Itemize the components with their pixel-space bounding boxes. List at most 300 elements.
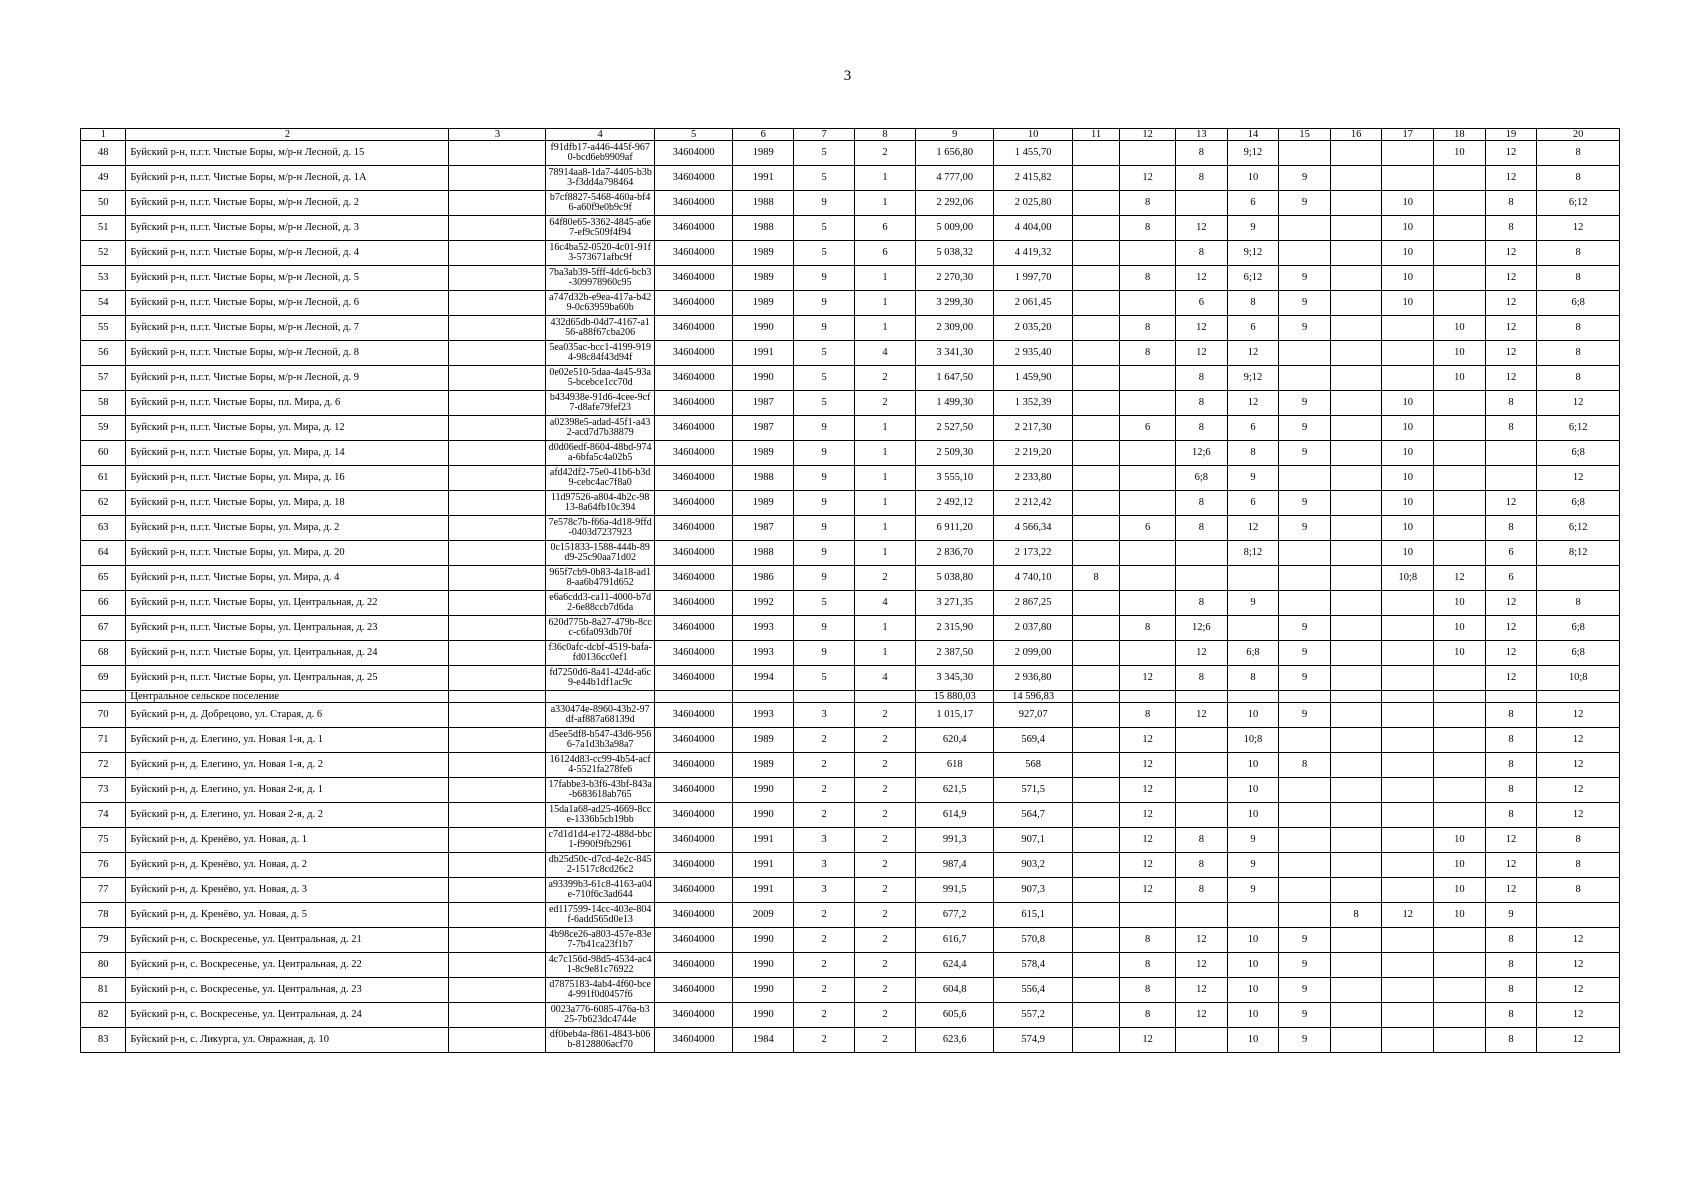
col-11-cell (1072, 291, 1119, 316)
col-13-cell: 8 (1176, 828, 1228, 853)
column-number-5: 5 (654, 129, 732, 141)
page-number: 3 (843, 68, 852, 84)
col-8-cell: 1 (855, 191, 916, 216)
col-11-cell (1072, 1003, 1119, 1028)
row-number-cell: 56 (81, 341, 126, 366)
row-number-cell: 68 (81, 641, 126, 666)
col-3-cell (449, 641, 546, 666)
col-20-cell: 12 (1537, 216, 1620, 241)
row-number-cell: 77 (81, 878, 126, 903)
build-year-cell: 1989 (733, 291, 794, 316)
col-15-cell: 9 (1279, 1003, 1331, 1028)
col-3-cell (449, 366, 546, 391)
table-row (81, 141, 1620, 166)
col-8-cell: 2 (855, 778, 916, 803)
row-number-cell: 48 (81, 141, 126, 166)
col-12-cell: 12 (1120, 853, 1176, 878)
col-14-cell (1227, 566, 1279, 591)
col-12-cell: 12 (1120, 778, 1176, 803)
col-12-cell (1120, 591, 1176, 616)
col-14-cell: 10 (1227, 753, 1279, 778)
living-area-cell: 569,4 (994, 728, 1072, 753)
empty-cell (654, 691, 732, 703)
col-18-cell (1434, 978, 1486, 1003)
col-19-cell: 12 (1485, 828, 1537, 853)
col-15-cell (1279, 566, 1331, 591)
col-16-cell (1330, 491, 1382, 516)
table-row (81, 828, 1620, 853)
col-16-cell (1330, 141, 1382, 166)
section-living-area: 14 596,83 (994, 691, 1072, 703)
address-cell: Буйский р-н, д. Кренёво, ул. Новая, д. 5 (126, 903, 449, 928)
col-19-cell: 12 (1485, 878, 1537, 903)
col-8-cell: 1 (855, 416, 916, 441)
house-guid-cell: b434938e-91d6-4cee-9cf7-d8afe79fef23 (546, 391, 654, 416)
build-year-cell: 1989 (733, 753, 794, 778)
col-16-cell (1330, 1028, 1382, 1053)
total-area-cell: 2 492,12 (915, 491, 993, 516)
col-19-cell: 12 (1485, 853, 1537, 878)
address-cell: Буйский р-н, с. Воскресенье, ул. Центральная, д. 21 (126, 928, 449, 953)
col-3-cell (449, 591, 546, 616)
row-number-cell: 72 (81, 753, 126, 778)
address-cell: Буйский р-н, п.г.т. Чистые Боры, м/р-н Лесной, д. 8 (126, 341, 449, 366)
col-14-cell: 10 (1227, 778, 1279, 803)
empty-cell (1434, 691, 1486, 703)
col-12-cell: 12 (1120, 1028, 1176, 1053)
col-3-cell (449, 778, 546, 803)
address-cell: Буйский р-н, д. Кренёво, ул. Новая, д. 1 (126, 828, 449, 853)
address-cell: Буйский р-н, д. Елегино, ул. Новая 1-я, д. 2 (126, 753, 449, 778)
floor-count-cell: 2 (794, 978, 855, 1003)
floor-count-cell: 5 (794, 241, 855, 266)
address-cell: Буйский р-н, с. Воскресенье, ул. Центральная, д. 22 (126, 953, 449, 978)
table-row (81, 566, 1620, 591)
col-12-cell (1120, 541, 1176, 566)
col-17-cell: 10 (1382, 191, 1434, 216)
col-8-cell: 2 (855, 928, 916, 953)
col-19-cell: 8 (1485, 778, 1537, 803)
col-17-cell (1382, 828, 1434, 853)
col-11-cell (1072, 141, 1119, 166)
col-16-cell (1330, 266, 1382, 291)
okato-code-cell: 34604000 (654, 441, 732, 466)
col-17-cell (1382, 166, 1434, 191)
house-guid-cell: a747d32b-e9ea-417a-b429-0c63959ba60b (546, 291, 654, 316)
col-14-cell: 10 (1227, 803, 1279, 828)
address-cell: Буйский р-н, д. Кренёво, ул. Новая, д. 2 (126, 853, 449, 878)
col-17-cell (1382, 953, 1434, 978)
okato-code-cell: 34604000 (654, 241, 732, 266)
col-18-cell (1434, 666, 1486, 691)
house-guid-cell: a93399b3-61c8-4163-a04e-710f6c3ad644 (546, 878, 654, 903)
floor-count-cell: 2 (794, 903, 855, 928)
living-area-cell: 4 419,32 (994, 241, 1072, 266)
row-number-cell: 64 (81, 541, 126, 566)
total-area-cell: 614,9 (915, 803, 993, 828)
col-19-cell: 12 (1485, 341, 1537, 366)
floor-count-cell: 9 (794, 416, 855, 441)
row-number-cell: 63 (81, 516, 126, 541)
section-total-area: 15 880,03 (915, 691, 993, 703)
row-number-cell: 78 (81, 903, 126, 928)
col-20-cell: 8 (1537, 366, 1620, 391)
row-number-cell: 55 (81, 316, 126, 341)
okato-code-cell: 34604000 (654, 466, 732, 491)
col-15-cell: 9 (1279, 291, 1331, 316)
empty-cell (449, 691, 546, 703)
col-15-cell: 9 (1279, 666, 1331, 691)
row-number-cell: 57 (81, 366, 126, 391)
col-15-cell (1279, 541, 1331, 566)
okato-code-cell: 34604000 (654, 616, 732, 641)
col-8-cell: 1 (855, 491, 916, 516)
col-12-cell: 6 (1120, 416, 1176, 441)
table-row (81, 191, 1620, 216)
okato-code-cell: 34604000 (654, 516, 732, 541)
col-8-cell: 6 (855, 216, 916, 241)
col-15-cell: 9 (1279, 416, 1331, 441)
col-13-cell: 12 (1176, 266, 1228, 291)
col-18-cell: 10 (1434, 853, 1486, 878)
column-number-row (81, 129, 1620, 141)
table-row (81, 366, 1620, 391)
address-cell: Буйский р-н, с. Ликурга, ул. Овражная, д. 10 (126, 1028, 449, 1053)
address-cell: Буйский р-н, п.г.т. Чистые Боры, м/р-н Лесной, д. 9 (126, 366, 449, 391)
col-20-cell: 6;8 (1537, 641, 1620, 666)
col-19-cell: 8 (1485, 953, 1537, 978)
col-19-cell: 8 (1485, 191, 1537, 216)
col-3-cell (449, 1028, 546, 1053)
col-11-cell (1072, 953, 1119, 978)
col-14-cell: 8;12 (1227, 541, 1279, 566)
col-14-cell: 10 (1227, 928, 1279, 953)
col-11-cell (1072, 753, 1119, 778)
living-area-cell: 903,2 (994, 853, 1072, 878)
col-20-cell: 8 (1537, 878, 1620, 903)
col-12-cell: 8 (1120, 266, 1176, 291)
column-number-3: 3 (449, 129, 546, 141)
col-16-cell (1330, 416, 1382, 441)
col-8-cell: 1 (855, 316, 916, 341)
empty-cell (1330, 691, 1382, 703)
address-cell: Буйский р-н, п.г.т. Чистые Боры, ул. Мира, д. 4 (126, 566, 449, 591)
col-11-cell (1072, 541, 1119, 566)
col-12-cell: 8 (1120, 978, 1176, 1003)
table-row (81, 803, 1620, 828)
col-15-cell: 9 (1279, 928, 1331, 953)
floor-count-cell: 5 (794, 216, 855, 241)
build-year-cell: 1992 (733, 591, 794, 616)
col-19-cell (1485, 466, 1537, 491)
col-16-cell (1330, 441, 1382, 466)
col-17-cell: 10 (1382, 291, 1434, 316)
okato-code-cell: 34604000 (654, 641, 732, 666)
col-17-cell (1382, 928, 1434, 953)
col-20-cell: 12 (1537, 391, 1620, 416)
housing-registry-table (80, 128, 1620, 1053)
okato-code-cell: 34604000 (654, 753, 732, 778)
empty-cell (1072, 691, 1119, 703)
col-11-cell (1072, 978, 1119, 1003)
col-3-cell (449, 291, 546, 316)
row-number-cell: 51 (81, 216, 126, 241)
col-17-cell: 10 (1382, 466, 1434, 491)
col-3-cell (449, 828, 546, 853)
col-11-cell (1072, 491, 1119, 516)
col-18-cell: 10 (1434, 341, 1486, 366)
build-year-cell: 1988 (733, 216, 794, 241)
address-cell: Буйский р-н, п.г.т. Чистые Боры, м/р-н Лесной, д. 6 (126, 291, 449, 316)
col-14-cell: 10;8 (1227, 728, 1279, 753)
address-cell: Буйский р-н, п.г.т. Чистые Боры, ул. Мира, д. 2 (126, 516, 449, 541)
build-year-cell: 1990 (733, 928, 794, 953)
living-area-cell: 2 099,00 (994, 641, 1072, 666)
total-area-cell: 3 271,35 (915, 591, 993, 616)
col-13-cell: 8 (1176, 241, 1228, 266)
col-14-cell: 9 (1227, 216, 1279, 241)
col-19-cell: 8 (1485, 728, 1537, 753)
row-number-cell: 59 (81, 416, 126, 441)
col-17-cell: 12 (1382, 903, 1434, 928)
empty-cell (1176, 691, 1228, 703)
okato-code-cell: 34604000 (654, 878, 732, 903)
col-14-cell: 9;12 (1227, 366, 1279, 391)
col-3-cell (449, 728, 546, 753)
okato-code-cell: 34604000 (654, 803, 732, 828)
col-20-cell: 12 (1537, 953, 1620, 978)
col-13-cell: 12 (1176, 978, 1228, 1003)
row-number-cell: 53 (81, 266, 126, 291)
row-number-cell: 67 (81, 616, 126, 641)
col-20-cell: 8 (1537, 141, 1620, 166)
col-18-cell: 10 (1434, 878, 1486, 903)
build-year-cell: 1988 (733, 466, 794, 491)
col-18-cell (1434, 778, 1486, 803)
col-18-cell: 10 (1434, 591, 1486, 616)
total-area-cell: 620,4 (915, 728, 993, 753)
house-guid-cell: a02398e5-adad-45f1-a432-acd7d7b38879 (546, 416, 654, 441)
col-18-cell (1434, 416, 1486, 441)
floor-count-cell: 5 (794, 666, 855, 691)
floor-count-cell: 9 (794, 316, 855, 341)
col-13-cell: 8 (1176, 491, 1228, 516)
floor-count-cell: 3 (794, 828, 855, 853)
col-19-cell: 9 (1485, 903, 1537, 928)
col-15-cell: 9 (1279, 703, 1331, 728)
address-cell: Буйский р-н, п.г.т. Чистые Боры, м/р-н Лесной, д. 1А (126, 166, 449, 191)
col-3-cell (449, 566, 546, 591)
col-12-cell: 8 (1120, 191, 1176, 216)
table-row (81, 1028, 1620, 1053)
col-20-cell: 6;12 (1537, 516, 1620, 541)
col-8-cell: 2 (855, 903, 916, 928)
col-13-cell: 12 (1176, 341, 1228, 366)
col-14-cell: 10 (1227, 1003, 1279, 1028)
col-14-cell: 9 (1227, 828, 1279, 853)
col-16-cell (1330, 541, 1382, 566)
col-11-cell (1072, 191, 1119, 216)
col-14-cell: 10 (1227, 703, 1279, 728)
build-year-cell: 1990 (733, 316, 794, 341)
okato-code-cell: 34604000 (654, 341, 732, 366)
col-8-cell: 4 (855, 666, 916, 691)
col-8-cell: 2 (855, 953, 916, 978)
col-16-cell (1330, 803, 1382, 828)
floor-count-cell: 9 (794, 541, 855, 566)
total-area-cell: 604,8 (915, 978, 993, 1003)
table-row (81, 541, 1620, 566)
column-number-11: 11 (1072, 129, 1119, 141)
total-area-cell: 987,4 (915, 853, 993, 878)
col-13-cell: 12 (1176, 216, 1228, 241)
house-guid-cell: db25d50c-d7cd-4e2c-8452-1517c8cd26c2 (546, 853, 654, 878)
table-row (81, 703, 1620, 728)
address-cell: Буйский р-н, д. Елегино, ул. Новая 2-я, д. 2 (126, 803, 449, 828)
table-row (81, 641, 1620, 666)
house-guid-cell: d7875183-4ab4-4f60-bce4-991f0d0457f6 (546, 978, 654, 1003)
col-20-cell (1537, 566, 1620, 591)
col-8-cell: 2 (855, 828, 916, 853)
col-17-cell (1382, 778, 1434, 803)
house-guid-cell: 0023a776-6085-476a-b325-7b623dc4744e (546, 1003, 654, 1028)
col-13-cell: 8 (1176, 416, 1228, 441)
row-number-cell: 65 (81, 566, 126, 591)
col-3-cell (449, 491, 546, 516)
col-19-cell: 8 (1485, 391, 1537, 416)
col-20-cell: 12 (1537, 753, 1620, 778)
col-15-cell: 9 (1279, 391, 1331, 416)
living-area-cell: 907,3 (994, 878, 1072, 903)
col-14-cell: 10 (1227, 978, 1279, 1003)
col-13-cell (1176, 728, 1228, 753)
table-row (81, 666, 1620, 691)
column-number-9: 9 (915, 129, 993, 141)
col-14-cell: 10 (1227, 953, 1279, 978)
col-8-cell: 2 (855, 391, 916, 416)
column-number-19: 19 (1485, 129, 1537, 141)
col-17-cell: 10 (1382, 491, 1434, 516)
living-area-cell: 2 867,25 (994, 591, 1072, 616)
col-3-cell (449, 666, 546, 691)
address-cell: Буйский р-н, п.г.т. Чистые Боры, ул. Мира, д. 16 (126, 466, 449, 491)
col-3-cell (449, 753, 546, 778)
col-8-cell: 2 (855, 1028, 916, 1053)
house-guid-cell: 4b98ce26-a803-457e-83e7-7b41ca23f1b7 (546, 928, 654, 953)
total-area-cell: 3 345,30 (915, 666, 993, 691)
col-18-cell (1434, 516, 1486, 541)
col-17-cell (1382, 878, 1434, 903)
floor-count-cell: 2 (794, 1003, 855, 1028)
address-cell: Буйский р-н, п.г.т. Чистые Боры, ул. Центральная, д. 22 (126, 591, 449, 616)
floor-count-cell: 9 (794, 516, 855, 541)
col-17-cell (1382, 366, 1434, 391)
living-area-cell: 2 037,80 (994, 616, 1072, 641)
floor-count-cell: 5 (794, 341, 855, 366)
col-8-cell: 2 (855, 366, 916, 391)
build-year-cell: 1990 (733, 978, 794, 1003)
empty-cell (855, 691, 916, 703)
house-guid-cell: 17fabbe3-b3f6-43bf-843a-b683618ab765 (546, 778, 654, 803)
col-15-cell (1279, 803, 1331, 828)
col-12-cell (1120, 566, 1176, 591)
row-number-cell: 58 (81, 391, 126, 416)
table-row (81, 491, 1620, 516)
col-3-cell (449, 928, 546, 953)
living-area-cell: 4 404,00 (994, 216, 1072, 241)
floor-count-cell: 2 (794, 928, 855, 953)
empty-cell (1382, 691, 1434, 703)
build-year-cell: 1991 (733, 828, 794, 853)
build-year-cell: 1991 (733, 166, 794, 191)
col-20-cell: 8;12 (1537, 541, 1620, 566)
floor-count-cell: 9 (794, 291, 855, 316)
house-guid-cell: d0d06edf-8604-48bd-974a-6bfa5c4a02b5 (546, 441, 654, 466)
col-11-cell (1072, 703, 1119, 728)
empty-cell (1279, 691, 1331, 703)
col-16-cell (1330, 953, 1382, 978)
col-15-cell: 9 (1279, 491, 1331, 516)
col-13-cell: 8 (1176, 853, 1228, 878)
floor-count-cell: 2 (794, 728, 855, 753)
okato-code-cell: 34604000 (654, 291, 732, 316)
floor-count-cell: 5 (794, 391, 855, 416)
col-20-cell: 6;12 (1537, 191, 1620, 216)
build-year-cell: 1987 (733, 391, 794, 416)
total-area-cell: 624,4 (915, 953, 993, 978)
okato-code-cell: 34604000 (654, 828, 732, 853)
col-17-cell: 10 (1382, 241, 1434, 266)
col-18-cell (1434, 491, 1486, 516)
living-area-cell: 927,07 (994, 703, 1072, 728)
col-14-cell: 12 (1227, 516, 1279, 541)
col-8-cell: 2 (855, 141, 916, 166)
okato-code-cell: 34604000 (654, 141, 732, 166)
col-8-cell: 6 (855, 241, 916, 266)
col-12-cell (1120, 441, 1176, 466)
col-20-cell: 8 (1537, 316, 1620, 341)
address-cell: Буйский р-н, п.г.т. Чистые Боры, м/р-н Лесной, д. 4 (126, 241, 449, 266)
col-17-cell: 10;8 (1382, 566, 1434, 591)
floor-count-cell: 2 (794, 803, 855, 828)
col-17-cell: 10 (1382, 391, 1434, 416)
col-11-cell (1072, 366, 1119, 391)
col-8-cell: 2 (855, 566, 916, 591)
okato-code-cell: 34604000 (654, 591, 732, 616)
col-16-cell (1330, 391, 1382, 416)
section-header-row (81, 691, 1620, 703)
total-area-cell: 605,6 (915, 1003, 993, 1028)
col-12-cell: 12 (1120, 828, 1176, 853)
col-18-cell: 10 (1434, 903, 1486, 928)
living-area-cell: 615,1 (994, 903, 1072, 928)
house-guid-cell: 11d97526-a804-4b2c-9813-8a64fb10c394 (546, 491, 654, 516)
total-area-cell: 618 (915, 753, 993, 778)
col-13-cell: 12 (1176, 953, 1228, 978)
col-3-cell (449, 241, 546, 266)
col-3-cell (449, 341, 546, 366)
col-15-cell (1279, 728, 1331, 753)
col-11-cell (1072, 316, 1119, 341)
col-17-cell (1382, 1003, 1434, 1028)
col-18-cell: 10 (1434, 828, 1486, 853)
col-18-cell (1434, 466, 1486, 491)
table-row (81, 391, 1620, 416)
col-19-cell: 8 (1485, 416, 1537, 441)
col-14-cell: 9 (1227, 591, 1279, 616)
living-area-cell: 1 352,39 (994, 391, 1072, 416)
col-3-cell (449, 166, 546, 191)
